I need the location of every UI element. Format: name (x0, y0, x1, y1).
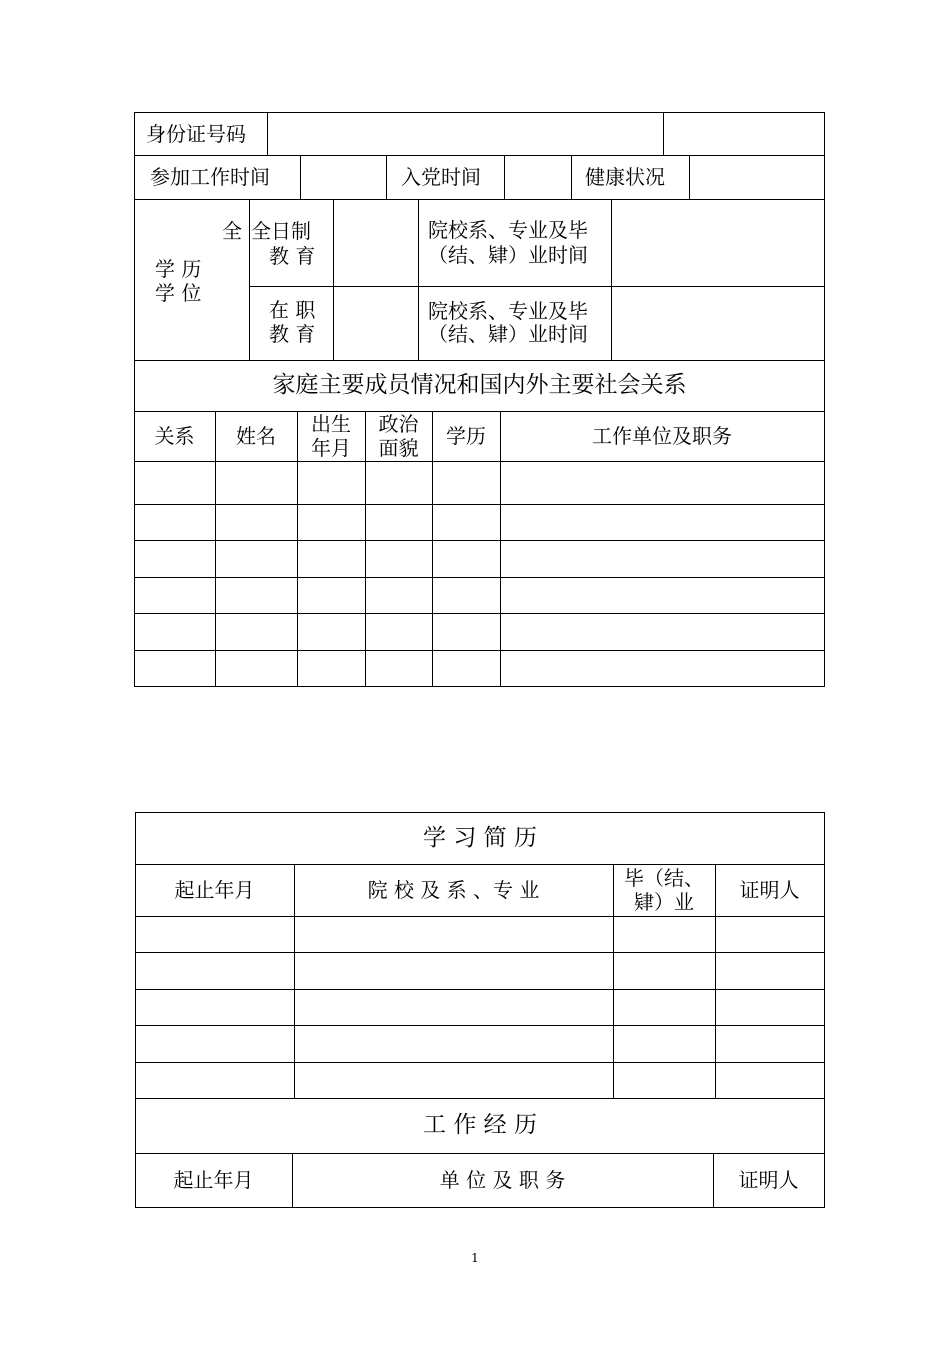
table-line (134, 199, 825, 200)
table-line (249, 199, 250, 360)
fulltime-school-label-line1: 院校系、专业及毕 (428, 218, 588, 242)
table-line (135, 1153, 825, 1154)
col-political-line2: 面貌 (378, 436, 419, 460)
table-line (134, 686, 825, 687)
table-line (663, 112, 664, 155)
education-label-line2: 学 位 (155, 281, 202, 305)
table-line (134, 461, 825, 462)
table-line (135, 1062, 825, 1063)
education-label-line1: 学 历 (155, 257, 202, 281)
table-line (824, 812, 825, 1207)
parttime-label-line1: 在 职 (269, 298, 316, 322)
table-line (135, 812, 136, 1207)
table-line (135, 916, 825, 917)
table-line (134, 504, 825, 505)
col-political-line1: 政治 (378, 412, 419, 436)
table-line (135, 1207, 825, 1208)
table-line (134, 112, 825, 113)
col-birth-line2: 年月 (311, 436, 351, 460)
table-line (135, 1098, 825, 1099)
parttime-school-label-line2: （结、肄）业时间 (428, 322, 588, 346)
work-section-title: 工 作 经 历 (423, 1112, 537, 1138)
table-line (135, 989, 825, 990)
table-line (432, 411, 433, 686)
col-relation: 关系 (154, 424, 195, 448)
table-line (134, 577, 825, 578)
col-employer: 工作单位及职务 (592, 424, 732, 448)
col-birth-line1: 出生 (311, 412, 351, 436)
work-start-label: 参加工作时间 (150, 165, 270, 189)
work-col-period: 起止年月 (173, 1168, 254, 1192)
table-line (135, 864, 825, 865)
table-line (418, 199, 419, 360)
table-line (134, 411, 825, 412)
table-line (135, 952, 825, 953)
study-col-grad-line2: 肄）业 (634, 890, 694, 914)
fulltime-label-line1: 全日制 (251, 219, 311, 243)
table-line (267, 112, 268, 155)
study-col-school: 院 校 及 系 、专 业 (367, 878, 540, 902)
education-stray-char: 全 (222, 219, 242, 243)
table-line (249, 286, 825, 287)
study-col-grad-line1: 毕（结、 (624, 866, 704, 890)
table-line (134, 650, 825, 651)
party-join-label: 入党时间 (401, 165, 481, 189)
parttime-label-line2: 教 育 (269, 322, 316, 346)
table-line (134, 112, 135, 686)
col-name: 姓名 (236, 424, 276, 448)
fulltime-label-line2: 教 育 (269, 244, 316, 268)
table-line (504, 155, 505, 199)
table-line (135, 1025, 825, 1026)
study-section-title: 学 习 简 历 (423, 825, 537, 851)
page-number: 1 (471, 1251, 479, 1265)
table-line (134, 360, 825, 361)
parttime-school-label-line1: 院校系、专业及毕 (428, 299, 588, 323)
table-line (135, 812, 825, 813)
table-line (611, 199, 612, 360)
col-degree: 学历 (446, 424, 486, 448)
table-line (333, 199, 334, 360)
fulltime-school-label-line2: （结、肄）业时间 (428, 243, 588, 267)
work-col-witness: 证明人 (738, 1168, 799, 1192)
study-col-period: 起止年月 (174, 878, 255, 902)
table-line (134, 540, 825, 541)
table-line (571, 155, 572, 199)
table-line (689, 155, 690, 199)
table-line (500, 411, 501, 686)
table-line (215, 411, 216, 686)
work-col-unit: 单 位 及 职 务 (439, 1168, 566, 1192)
table-line (134, 613, 825, 614)
id-number-label: 身份证号码 (146, 122, 246, 146)
study-col-witness: 证明人 (739, 878, 800, 902)
health-label: 健康状况 (585, 165, 665, 189)
table-line (300, 155, 301, 199)
table-line (134, 155, 825, 156)
table-line (386, 155, 387, 199)
family-section-title: 家庭主要成员情况和国内外主要社会关系 (272, 372, 687, 398)
table-line (824, 112, 825, 686)
